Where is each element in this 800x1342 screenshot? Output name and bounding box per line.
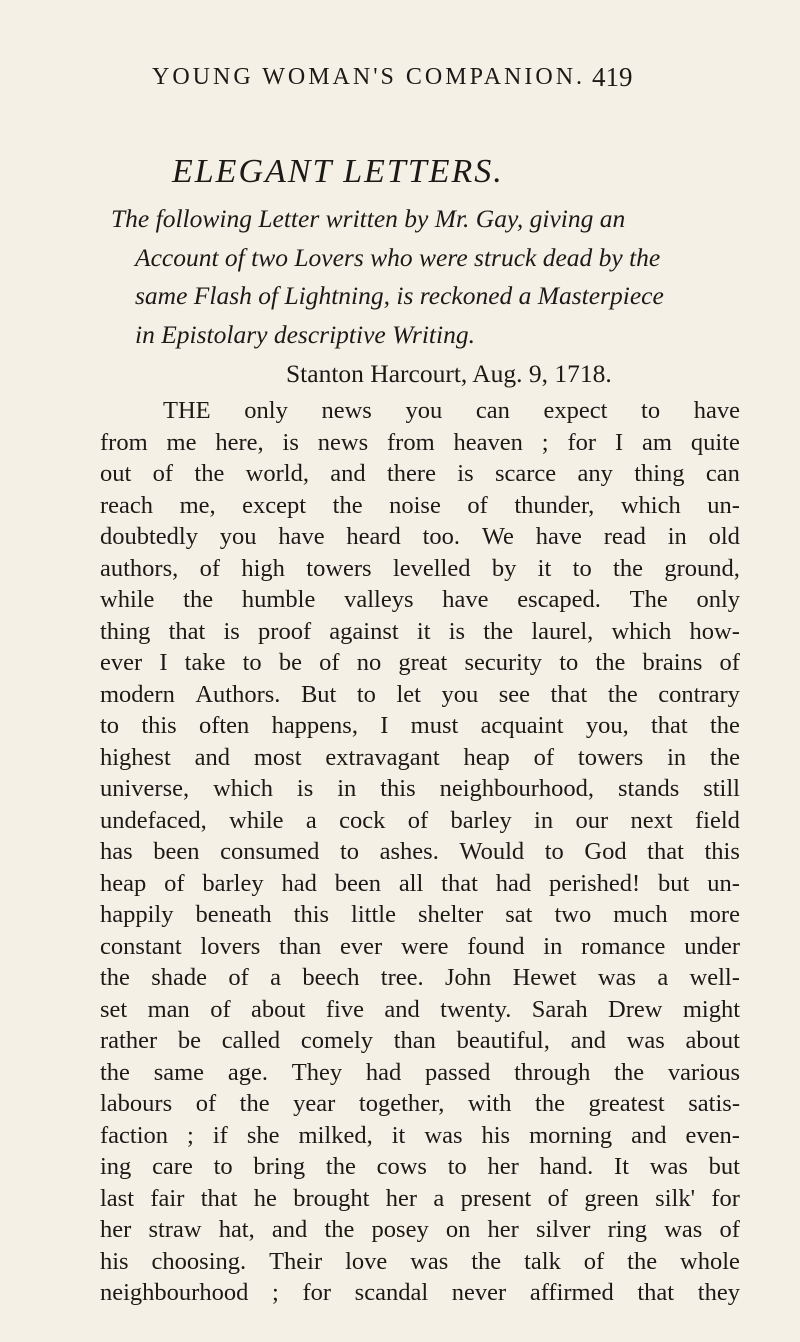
letter-line: ing care to bring the cows to her hand. It was but xyxy=(100,1153,740,1180)
running-title: YOUNG WOMAN'S COMPANION. xyxy=(152,64,586,90)
letter-line: from me here, is news from heaven ; for I am quite xyxy=(100,428,740,456)
letter-line: set man of about five and twenty. Sarah Drew might xyxy=(100,995,740,1023)
letter-line: happily beneath this little shelter sat two much more xyxy=(100,901,740,928)
intro-line: in Epistolary descriptive Writing. xyxy=(135,319,475,349)
letter-line: his choosing. Their love was the talk of the whole xyxy=(100,1247,740,1275)
letter-line: authors, of high towers levelled by it to the ground, xyxy=(100,554,740,582)
letter-line: heap of barley had been all that had perished! but un- xyxy=(100,869,740,897)
letter-line: universe, which is in this neighbourhood, stands still xyxy=(100,775,740,802)
letter-line: faction ; if she milked, it was his morning and even- xyxy=(100,1121,740,1149)
letter-line: the shade of a beech tree. John Hewet was a well- xyxy=(100,964,740,991)
page-number: 419 xyxy=(592,62,633,92)
letter-opening-line: THE only news you can expect to have xyxy=(163,397,740,424)
letter-line: reach me, except the noise of thunder, which un- xyxy=(100,491,740,519)
letter-line: neighbourhood ; for scandal never affirmed that they xyxy=(100,1279,740,1306)
letter-line: rather be called comely than beautiful, and was about xyxy=(100,1027,740,1054)
letter-line: labours of the year together, with the greatest satis- xyxy=(100,1090,740,1117)
letter-body xyxy=(100,395,740,1309)
letter-line: thing that is proof against it is the laurel, which how- xyxy=(100,617,740,645)
running-head xyxy=(0,64,800,104)
letter-line: undefaced, while a cock of barley in our next field xyxy=(100,806,740,834)
intro-line: The following Letter written by Mr. Gay, giving an xyxy=(111,204,626,233)
letter-line: has been consumed to ashes. Would to God that this xyxy=(100,838,740,865)
letter-line: last fair that he brought her a present of green silk' for xyxy=(100,1184,740,1212)
letter-line: her straw hat, and the posey on her silver ring was of xyxy=(100,1216,740,1243)
intro-paragraph xyxy=(111,200,711,354)
letter-line: modern Authors. But to let you see that the contrary xyxy=(100,680,740,708)
letter-line: to this often happens, I must acquaint you, that the xyxy=(100,712,740,739)
letter-dateline: Stanton Harcourt, Aug. 9, 1718. xyxy=(286,359,612,388)
letter-line: constant lovers than ever were found in romance under xyxy=(100,932,740,960)
letter-line: doubtedly you have heard too. We have read in old xyxy=(100,523,740,550)
intro-line: same Flash of Lightning, is reckoned a Masterpiece xyxy=(135,281,664,310)
section-title: ELEGANT LETTERS. xyxy=(172,153,504,190)
letter-line: the same age. They had passed through the various xyxy=(100,1058,740,1086)
letter-line: highest and most extravagant heap of towers in the xyxy=(100,743,740,771)
letter-line: while the humble valleys have escaped. The only xyxy=(100,586,740,613)
letter-line: ever I take to be of no great security to the brains of xyxy=(100,649,740,676)
letter-line: out of the world, and there is scarce any thing can xyxy=(100,460,740,487)
intro-line: Account of two Lovers who were struck dead by the xyxy=(135,242,661,272)
